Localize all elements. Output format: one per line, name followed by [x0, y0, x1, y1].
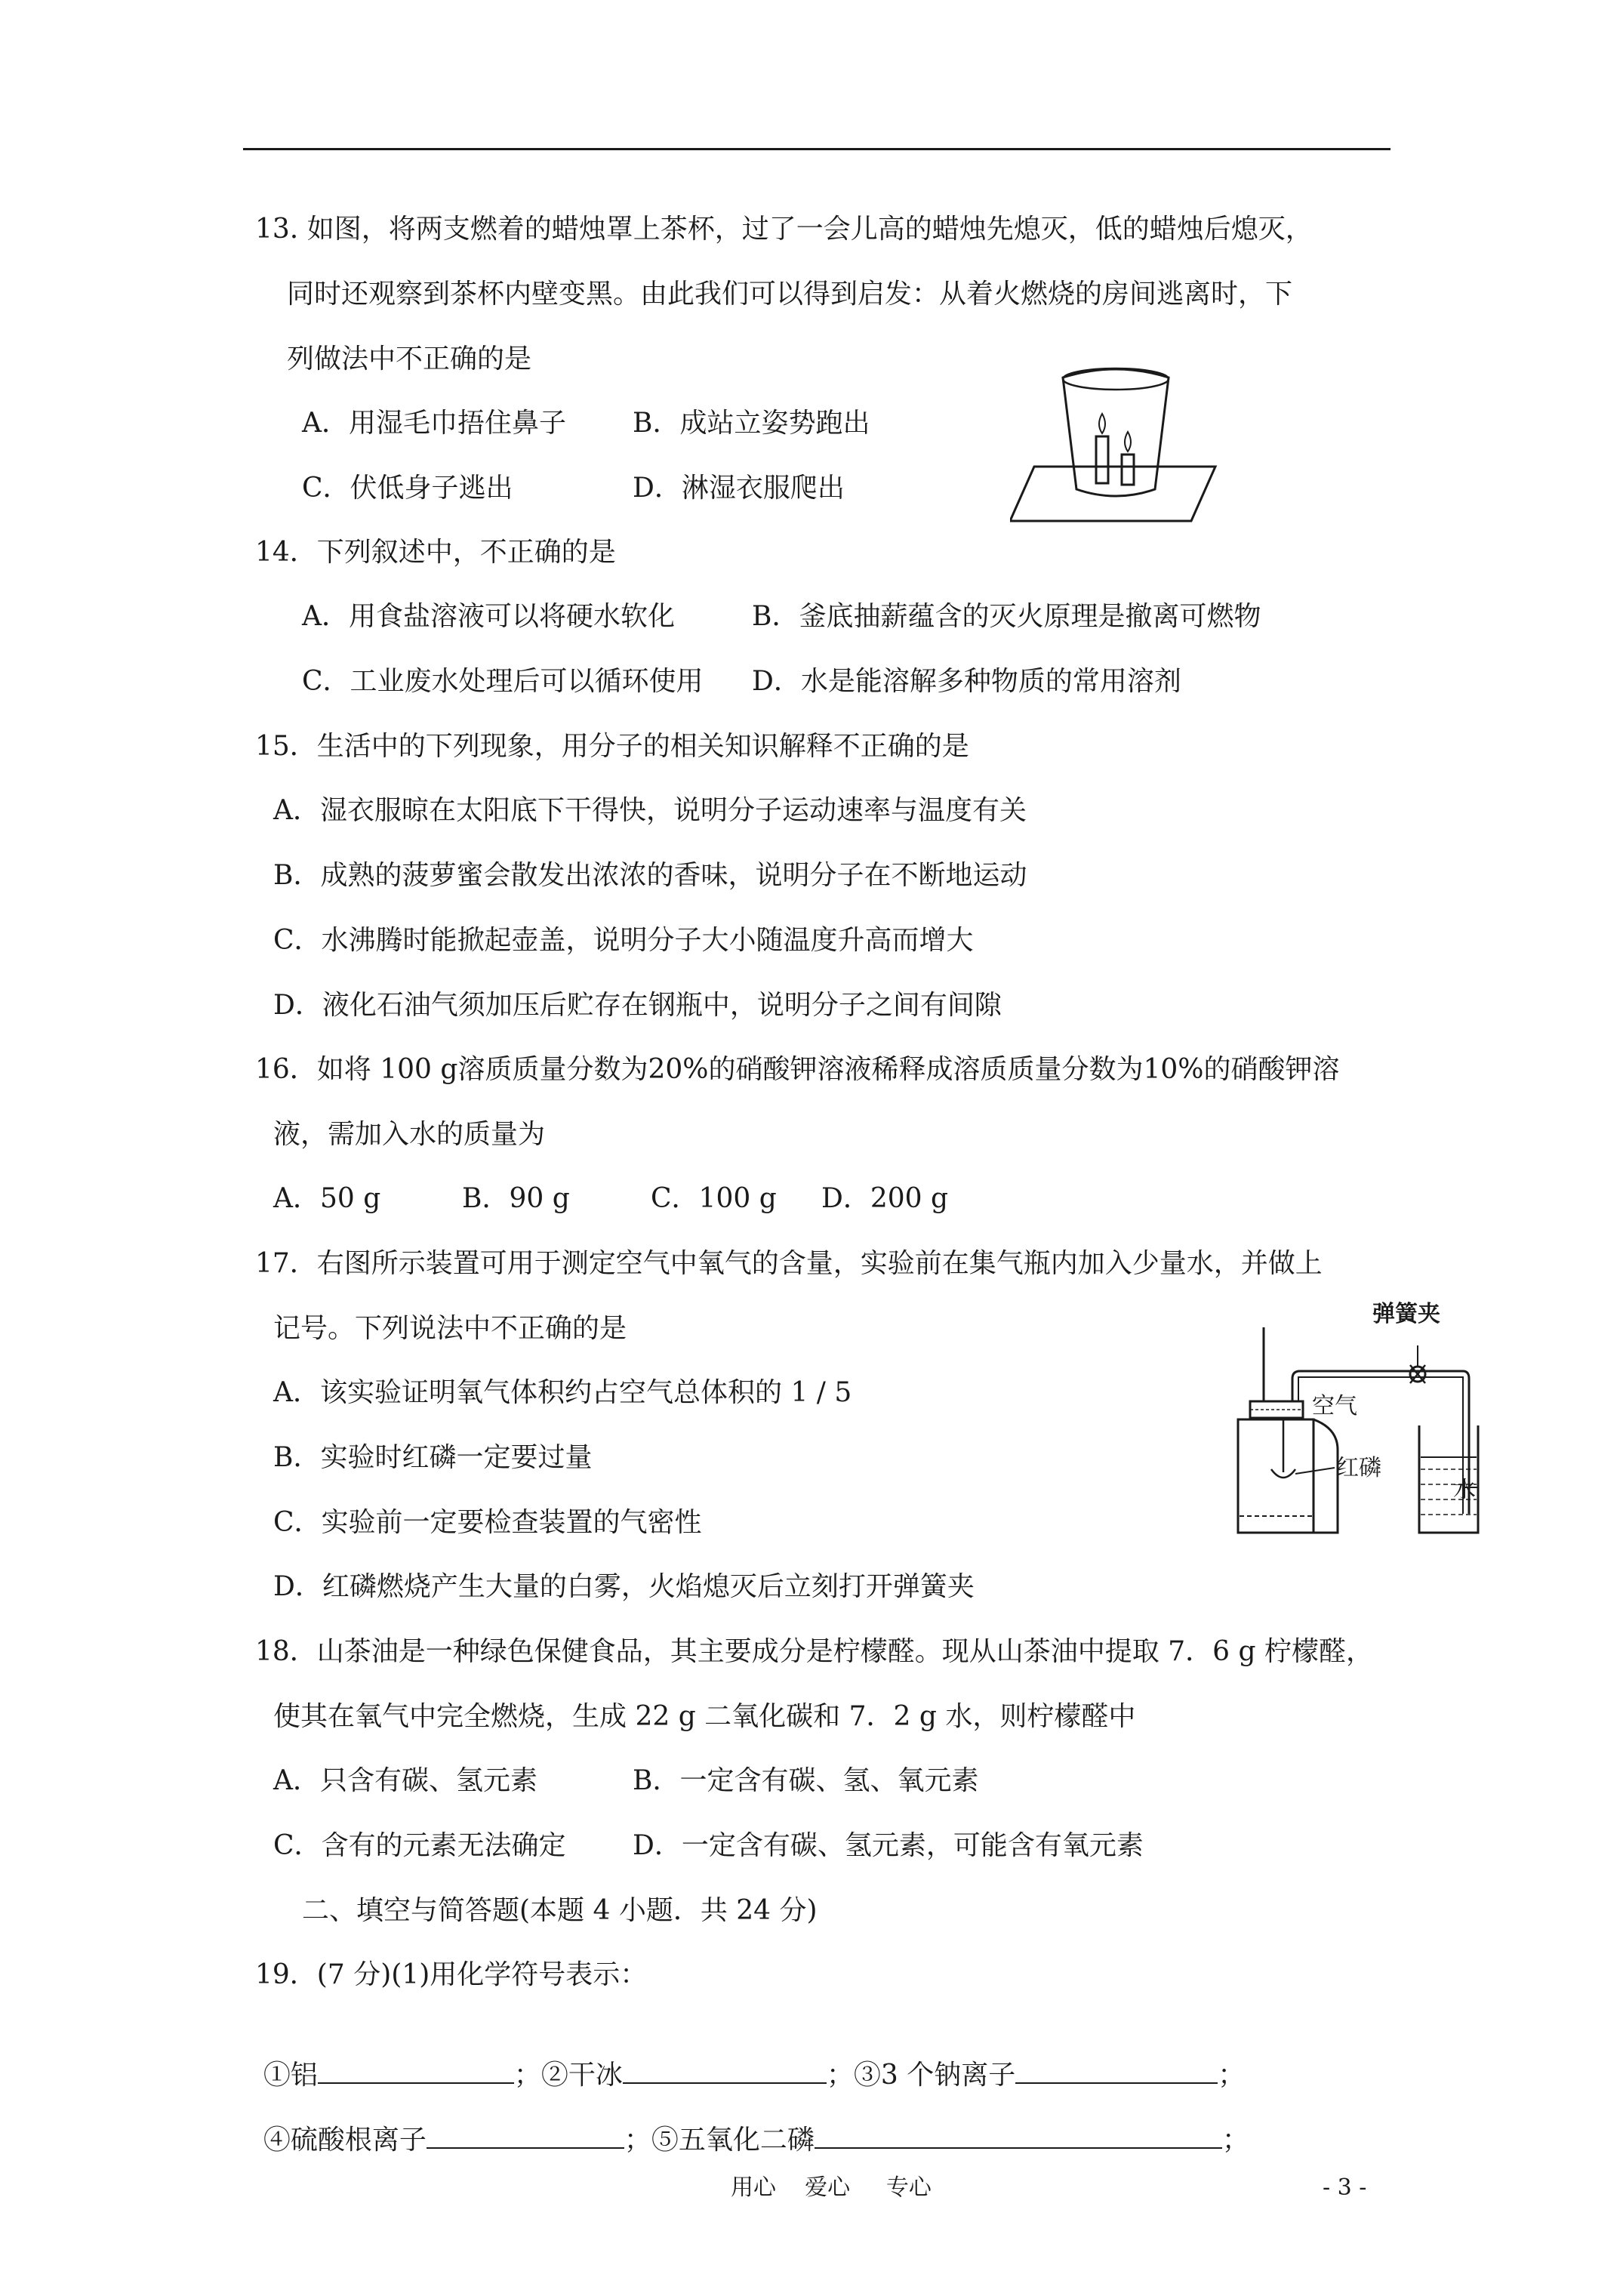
water-label: 水 [1453, 1477, 1476, 1503]
q17-option-a: A．该实验证明氧气体积约占空气总体积的 1 / 5 [273, 1377, 852, 1408]
q15-option-b: B．成熟的菠萝蜜会散发出浓浓的香味，说明分子在不断地运动 [273, 860, 1027, 891]
q19-blank-aluminum[interactable] [318, 2057, 514, 2084]
q13-option-a: A．用湿毛巾捂住鼻子 [302, 408, 566, 439]
q19-sep-2: ； [1221, 2125, 1249, 2156]
q19-blank-dry-ice[interactable] [623, 2057, 827, 2084]
q19-row-2 [246, 2088, 1249, 2157]
q17-option-c: C．实验前一定要检查装置的气密性 [273, 1507, 702, 1538]
q19-item-aluminum: ①铝 [263, 2060, 318, 2091]
header-rule [243, 148, 1390, 150]
q19-blank-sulfate-ion[interactable] [427, 2122, 624, 2149]
q15-option-a: A．湿衣服晾在太阳底下干得快，说明分子运动速率与温度有关 [273, 795, 1027, 826]
phosphorus-label: 红磷 [1336, 1455, 1381, 1481]
q16-option-c: C．100 g [651, 1183, 777, 1214]
page-number: - 3 - [1323, 2174, 1367, 2201]
q19-stem: 19．(7 分)(1)用化学符号表示： [255, 1959, 648, 1990]
q14-stem: 14．下列叙述中，不正确的是 [255, 537, 616, 568]
q14-option-a: A．用食盐溶液可以将硬水软化 [302, 601, 675, 632]
q16-option-a: A．50 g [273, 1183, 381, 1214]
q17-option-d: D．红磷燃烧产生大量的白雾，火焰熄灭后立刻打开弹簧夹 [273, 1571, 975, 1602]
q16-line-1: 16．如将 100 g溶质质量分数为20%的硝酸钾溶液稀释成溶质质量分数为10%的硝酸钾溶 [255, 1054, 1340, 1085]
q13-line-2: 同时还观察到茶杯内壁变黑。由此我们可以得到启发：从着火燃烧的房间逃离时，下 [287, 279, 1293, 310]
q19-item-sulfate-ion: ④硫酸根离子 [263, 2125, 427, 2156]
q18-option-c: C．含有的元素无法确定 [273, 1830, 566, 1861]
q19-row-1 [246, 2023, 1245, 2092]
q18-option-b: B．一定含有碳、氢、氧元素 [633, 1765, 979, 1796]
footer-motto: 用心 爱心 专心 [731, 2174, 932, 2201]
q13-line-3: 列做法中不正确的是 [287, 344, 532, 374]
q19-item-dry-ice: ；②干冰 [513, 2060, 623, 2091]
q16-option-b: B．90 g [462, 1183, 570, 1214]
q18-option-a: A．只含有碳、氢元素 [273, 1765, 537, 1796]
oxygen-apparatus-figure [1223, 1299, 1480, 1540]
q17-line-1: 17．右图所示装置可用于测定空气中氧气的含量，实验前在集气瓶内加入少量水，并做上 [255, 1248, 1323, 1279]
q19-blank-sodium-ions[interactable] [1015, 2057, 1218, 2084]
q19-item-p2o5: ；⑤五氧化二磷 [624, 2125, 815, 2156]
q19-blank-p2o5[interactable] [815, 2122, 1222, 2149]
q18-line-1: 18．山茶油是一种绿色保健食品，其主要成分是柠檬醛。现从山茶油中提取 7．6 g 柠檬醛， [255, 1636, 1373, 1667]
q14-option-b: B．釜底抽薪蕴含的灭火原理是撤离可燃物 [752, 601, 1261, 632]
q18-line-2: 使其在氧气中完全燃烧，生成 22 g 二氧化碳和 7．2 g 水，则柠檬醛中 [273, 1701, 1136, 1732]
q17-option-b: B．实验时红磷一定要过量 [273, 1442, 593, 1473]
q19-item-sodium-ions: ；③3 个钠离子 [826, 2060, 1016, 2091]
section-2-title: 二、填空与简答题(本题 4 小题．共 24 分) [302, 1895, 818, 1926]
q14-option-d: D．水是能溶解多种物质的常用溶剂 [752, 666, 1181, 697]
q13-option-b: B．成站立姿势跑出 [633, 408, 870, 439]
q13-option-d: D．淋湿衣服爬出 [633, 473, 845, 504]
q17-line-2: 记号。下列说法中不正确的是 [273, 1313, 627, 1344]
q14-option-c: C．工业废水处理后可以循环使用 [302, 666, 704, 697]
q13-option-c: C．伏低身子逃出 [302, 473, 513, 504]
q16-option-d: D．200 g [821, 1183, 949, 1214]
q15-stem: 15．生活中的下列现象，用分子的相关知识解释不正确的是 [255, 731, 969, 762]
q13-line-1: 13. 如图，将两支燃着的蜡烛罩上茶杯，过了一会儿高的蜡烛先熄灭，低的蜡烛后熄灭， [255, 214, 1313, 245]
q15-option-d: D．液化石油气须加压后贮存在钢瓶中，说明分子之间有间隙 [273, 990, 1002, 1021]
clamp-label: 弹簧夹 [1372, 1301, 1440, 1327]
q16-line-2: 液，需加入水的质量为 [273, 1119, 546, 1150]
q15-option-c: C．水沸腾时能掀起壶盖，说明分子大小随温度升高而增大 [273, 925, 974, 956]
q19-sep-1: ； [1218, 2060, 1246, 2091]
candle-cup-figure [1010, 355, 1221, 529]
air-label: 空气 [1312, 1393, 1357, 1419]
q18-option-d: D．一定含有碳、氢元素，可能含有氧元素 [633, 1830, 1144, 1861]
